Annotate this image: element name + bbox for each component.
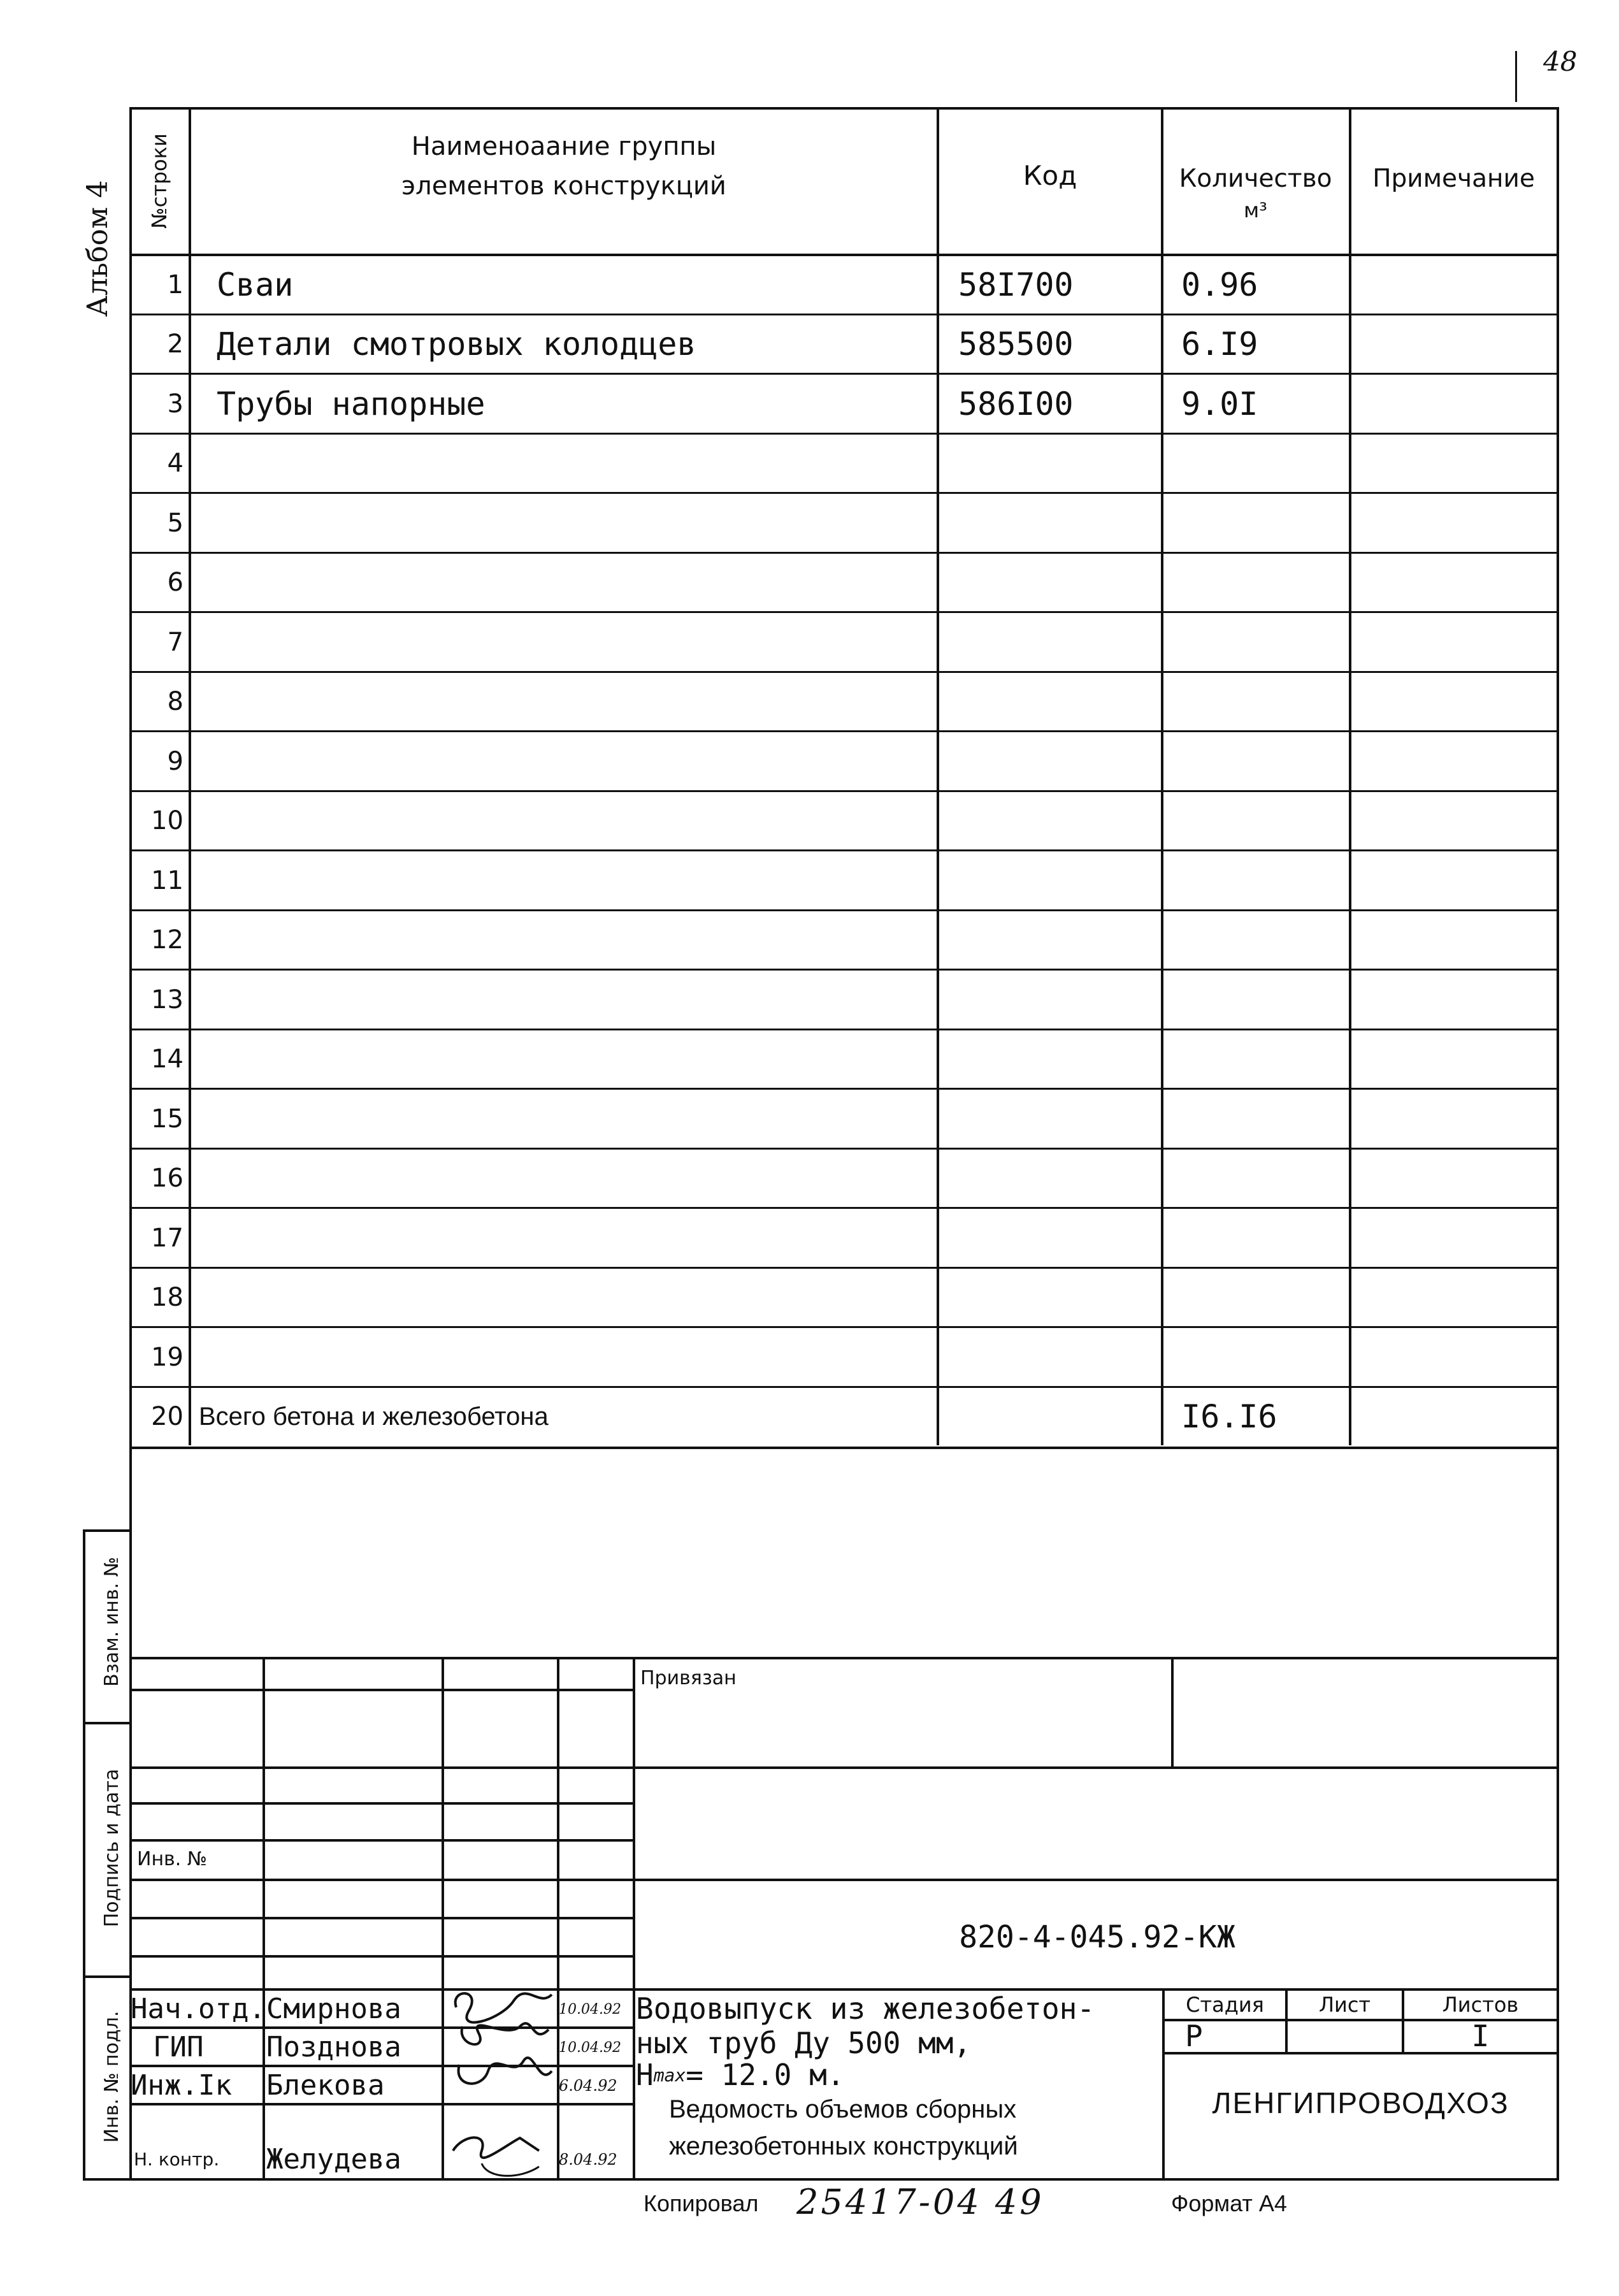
header-qty-unit: м³ <box>1244 198 1267 222</box>
row-note <box>1351 851 1557 911</box>
table-top-border <box>129 107 1559 110</box>
row-note <box>1351 911 1557 971</box>
row-name <box>191 434 937 494</box>
row-number: 6 <box>167 568 183 598</box>
title-line-3 <box>636 2057 845 2093</box>
tb-privyazan-bottom <box>633 1766 1559 1769</box>
row-note <box>1351 1387 1557 1447</box>
format-label: Формат А4 <box>1171 2190 1287 2216</box>
row-name <box>191 1149 937 1209</box>
row-name: Сваи <box>217 266 294 303</box>
row-number: 11 <box>151 865 183 895</box>
row-number: 19 <box>151 1342 183 1372</box>
row-code <box>939 1208 1161 1268</box>
row-name <box>191 851 937 911</box>
title-line-2: ных труб Ду 500 мм, <box>636 2026 972 2060</box>
row-number: 4 <box>167 449 183 479</box>
signatures-drawing <box>443 1982 557 2179</box>
row-note <box>1351 255 1557 315</box>
header-row-no: №строки <box>147 133 171 229</box>
row-qty <box>1162 1268 1349 1328</box>
row-number: 10 <box>151 806 183 836</box>
row-qty: 9.0I <box>1181 385 1258 422</box>
row-note <box>1351 612 1557 672</box>
row-name <box>191 791 937 851</box>
sheet-value <box>1288 2020 1402 2052</box>
row-note <box>1351 672 1557 732</box>
side-label-inv-podl: Инв. № подл. <box>100 2011 123 2143</box>
row-number: 12 <box>151 925 183 955</box>
row-number: 18 <box>151 1283 183 1313</box>
row-qty <box>1162 434 1349 494</box>
row-qty <box>1162 1208 1349 1268</box>
title-line-1: Водовыпуск из железобетон- <box>636 1991 1095 2026</box>
total-qty: I6.I6 <box>1181 1398 1277 1436</box>
row-code <box>939 493 1161 553</box>
row-name <box>191 1208 937 1268</box>
row-qty <box>1162 553 1349 613</box>
row-note <box>1351 970 1557 1030</box>
side-column-left-border <box>83 1529 85 2178</box>
row-qty <box>1162 672 1349 732</box>
row-name <box>191 672 937 732</box>
row-qty <box>1162 791 1349 851</box>
row-code: 585500 <box>958 326 1074 363</box>
row-name <box>191 1030 937 1090</box>
row-qty <box>1162 493 1349 553</box>
row-code: 58I700 <box>958 266 1074 303</box>
row-code <box>939 851 1161 911</box>
row-code <box>939 1149 1161 1209</box>
row-code <box>939 732 1161 791</box>
table-bottom-border <box>129 1447 1559 1449</box>
row-qty <box>1162 1149 1349 1209</box>
row-note <box>1351 315 1557 375</box>
header-name-line2: элементов конструкций <box>401 171 726 201</box>
subtitle-line-2: железобетонных конструкций <box>669 2132 1018 2160</box>
signer-1-name: Смирнова <box>266 1992 401 2025</box>
page-number: 48 <box>1543 46 1578 77</box>
privyazan-label: Привязан <box>640 1666 737 1689</box>
row-number: 8 <box>167 687 183 717</box>
row-code: 586I00 <box>958 385 1074 422</box>
side-divider-3 <box>83 1975 131 1978</box>
tb-top-line <box>129 1657 1559 1659</box>
table-right-border <box>1557 107 1559 2178</box>
row-qty <box>1162 1030 1349 1090</box>
row-note <box>1351 791 1557 851</box>
signer-1-date: 10.04.92 <box>559 2001 621 2018</box>
row-name <box>191 911 937 971</box>
signer-4-role: Н. контр. <box>134 2148 220 2170</box>
side-label-vzam: Взам. инв. № <box>100 1557 123 1687</box>
row-note <box>1351 1268 1557 1328</box>
row-qty: 6.I9 <box>1181 326 1258 363</box>
row-number: 17 <box>151 1223 183 1253</box>
row-name <box>191 1327 937 1387</box>
signer-3-role: Инж.Iк <box>131 2069 232 2102</box>
row-number: 7 <box>167 627 183 657</box>
row-code <box>939 791 1161 851</box>
row-name <box>191 493 937 553</box>
signer-2-name: Позднова <box>266 2030 401 2063</box>
row-qty <box>1162 1327 1349 1387</box>
organization: ЛЕНГИПРОВОДХОЗ <box>1212 2086 1509 2119</box>
row-qty <box>1162 911 1349 971</box>
row-number: 16 <box>151 1164 183 1194</box>
row-name <box>191 970 937 1030</box>
row-number: 13 <box>151 985 183 1014</box>
row-name <box>191 1089 937 1149</box>
row-note <box>1351 1030 1557 1090</box>
row-qty: 0.96 <box>1181 266 1258 303</box>
side-divider-2 <box>83 1722 131 1724</box>
row-qty <box>1162 1089 1349 1149</box>
copied-value: 25417-04 49 <box>796 2181 1044 2222</box>
side-label-podpis: Подпись и дата <box>100 1768 123 1928</box>
row-code <box>939 911 1161 971</box>
row-number: 15 <box>151 1104 183 1134</box>
row-name <box>191 553 937 613</box>
sheets-label: Листов <box>1442 1993 1519 2017</box>
header-qty: Количество <box>1179 164 1332 193</box>
row-note <box>1351 374 1557 434</box>
total-label: Всего бетона и железобетона <box>199 1402 549 1431</box>
copied-label: Копировал <box>644 2190 759 2216</box>
row-note <box>1351 1089 1557 1149</box>
row-qty <box>1162 732 1349 791</box>
row-number: 3 <box>167 389 183 419</box>
stage-label: Стадия <box>1186 1993 1264 2017</box>
signer-4-name: Желудева <box>266 2142 401 2176</box>
title-h: H <box>636 2058 654 2092</box>
side-divider-4 <box>83 2178 131 2181</box>
header-code: Код <box>1023 159 1077 191</box>
row-number: 2 <box>167 329 183 359</box>
row-note <box>1351 493 1557 553</box>
row-qty <box>1162 851 1349 911</box>
subtitle-line-1: Ведомость объемов сборных <box>669 2095 1017 2123</box>
row-code <box>939 1387 1161 1447</box>
row-number: 5 <box>167 508 183 538</box>
stage-value: Р <box>1185 2020 1203 2052</box>
row-note <box>1351 1208 1557 1268</box>
signer-2-role: ГИП <box>153 2030 204 2063</box>
row-qty <box>1162 612 1349 672</box>
row-number: 1 <box>167 270 183 300</box>
row-code <box>939 553 1161 613</box>
row-note <box>1351 553 1557 613</box>
header-name-line1: Наименоаание группы <box>411 132 717 161</box>
row-number: 20 <box>151 1402 183 1432</box>
album-label: Альбом 4 <box>81 180 114 317</box>
row-code <box>939 612 1161 672</box>
title-h-rest: = 12.0 м. <box>686 2058 845 2092</box>
row-code <box>939 434 1161 494</box>
row-name: Трубы напорные <box>217 385 486 422</box>
row-number: 9 <box>167 746 183 776</box>
tb-stage-value-bottom <box>1162 2052 1559 2054</box>
row-code <box>939 1030 1161 1090</box>
signer-1-role: Нач.отд. <box>131 1992 266 2025</box>
row-code <box>939 1327 1161 1387</box>
page-number-tick <box>1515 51 1517 102</box>
row-name <box>191 732 937 791</box>
row-name <box>191 1268 937 1328</box>
row-note <box>1351 434 1557 494</box>
tb-privyazan-divider <box>1171 1657 1174 1766</box>
row-code <box>939 1089 1161 1149</box>
sheet-label: Лист <box>1318 1993 1371 2017</box>
row-note <box>1351 732 1557 791</box>
signer-4-date: 8.04.92 <box>559 2151 617 2169</box>
row-note <box>1351 1149 1557 1209</box>
row-number: 14 <box>151 1044 183 1074</box>
row-code <box>939 672 1161 732</box>
row-name: Детали смотровых колодцев <box>217 326 696 363</box>
signer-3-name: Блекова <box>266 2069 385 2102</box>
row-name <box>191 612 937 672</box>
signer-3-date: 6.04.92 <box>559 2077 617 2095</box>
row-note <box>1351 1327 1557 1387</box>
tb-col-1 <box>263 1657 265 2178</box>
header-note: Примечание <box>1372 164 1535 193</box>
title-h-sub: max <box>653 2064 686 2086</box>
inv-no-label: Инв. № <box>137 1847 208 1870</box>
row-code <box>939 1268 1161 1328</box>
sheets-value: I <box>1471 2020 1490 2052</box>
row-qty <box>1162 970 1349 1030</box>
row-code <box>939 970 1161 1030</box>
signer-2-date: 10.04.92 <box>559 2039 621 2056</box>
tb-mid-line <box>129 1879 1559 1881</box>
doc-code: 820-4-045.92-КЖ <box>959 1919 1235 1955</box>
